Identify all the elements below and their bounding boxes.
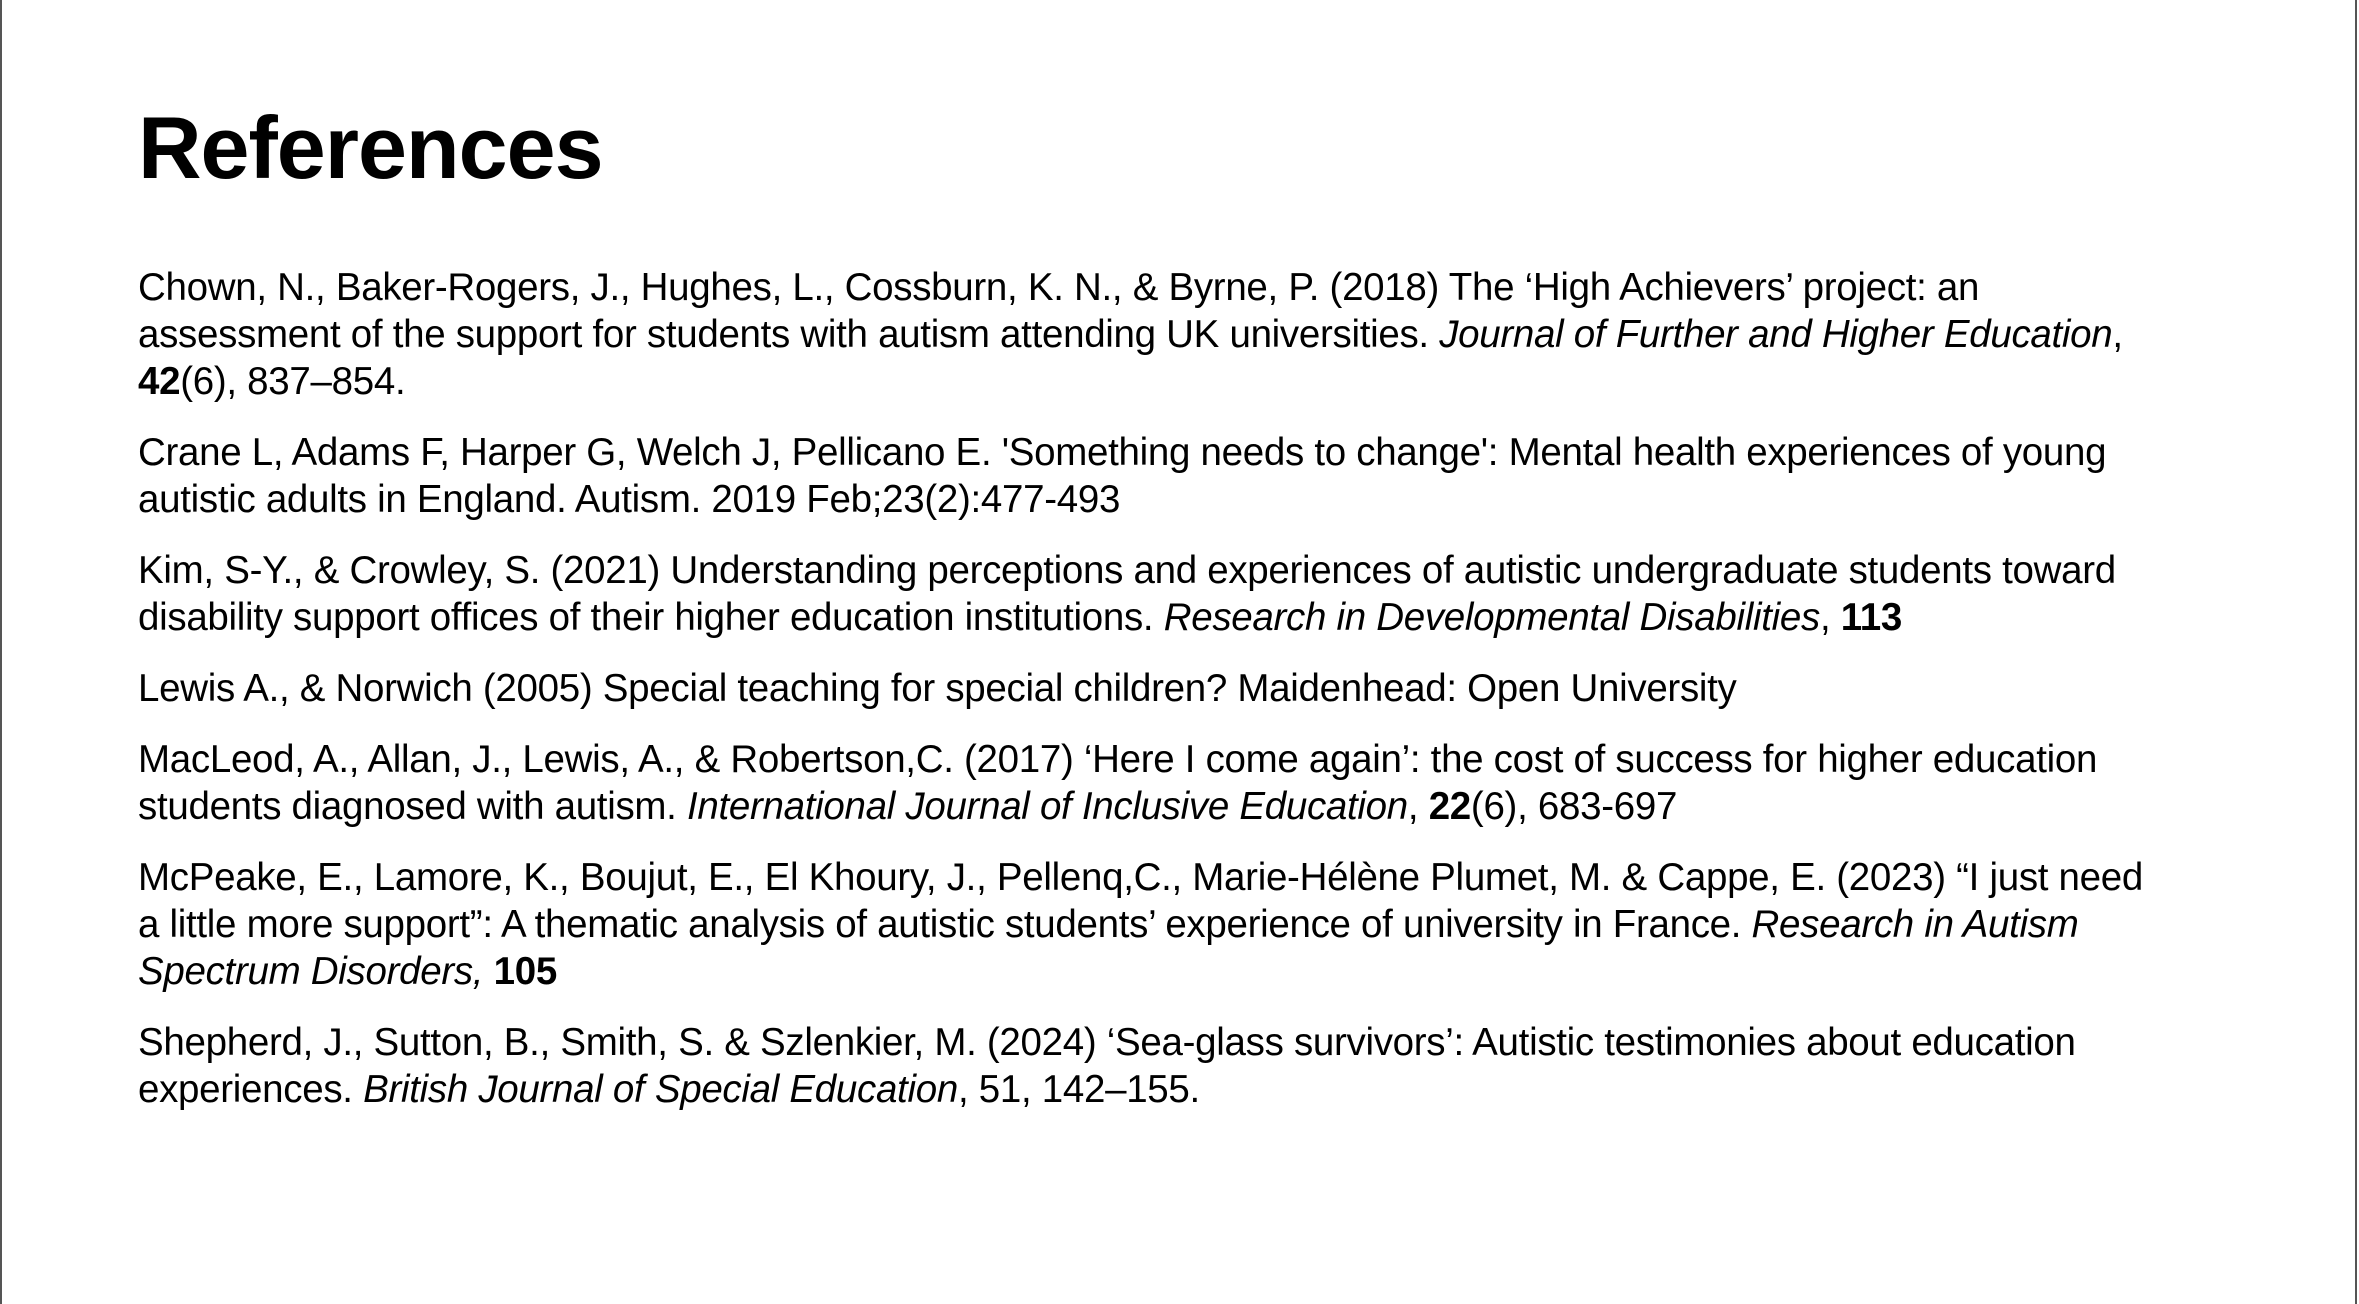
reference-journal: Journal of Further and Higher Education — [1439, 313, 2113, 356]
reference-item — [138, 665, 2158, 712]
reference-text: Kim, S-Y., & Crowley, S. (2021) Understanding perceptions and experiences of autistic undergraduate students toward disability support offices of their higher education institutions. — [138, 549, 2116, 639]
reference-volume: 22 — [1428, 785, 1471, 828]
reference-journal: British Journal of Special Education — [363, 1068, 958, 1111]
reference-text: MacLeod, A., Allan, J., Lewis, A., & Robertson,C. (2017) ‘Here I come again’: the cost of success for higher education students diagnosed with autism. — [138, 738, 2098, 828]
reference-text: Lewis A., & Norwich (2005) Special teaching for special children? Maidenhead: Open University — [138, 667, 1737, 710]
reference-item — [138, 854, 2158, 995]
reference-text: Shepherd, J., Sutton, B., Smith, S. & Szlenkier, M. (2024) ‘Sea-glass survivors’: Autistic testimonies about education experiences. — [138, 1021, 2076, 1111]
reference-volume: 113 — [1840, 596, 1902, 639]
reference-item — [138, 429, 2158, 523]
reference-journal: International Journal of Inclusive Education — [686, 785, 1408, 828]
page-title: References — [138, 98, 603, 197]
reference-tail: , 51, 142–155. — [957, 1068, 1200, 1111]
reference-text: Chown, N., Baker-Rogers, J., Hughes, L., Cossburn, K. N., & Byrne, P. (2018) The ‘High Achievers’ project: an assessment of the support for students with autism attending UK universities. — [138, 266, 1980, 356]
reference-tail: (6), 837–854. — [180, 360, 406, 403]
reference-separator — [483, 950, 493, 993]
reference-item — [138, 736, 2158, 830]
reference-separator: , — [1407, 785, 1429, 828]
reference-item — [138, 264, 2158, 405]
reference-separator: , — [1819, 596, 1841, 639]
reference-text: McPeake, E., Lamore, K., Boujut, E., El Khoury, J., Pellenq,C., Marie-Hélène Plumet, M. & Cappe, E. (2023) “I just need a little more support”: A thematic analysis of autistic students’ experience of university in France. — [138, 856, 2144, 946]
reference-volume: 105 — [493, 950, 557, 993]
reference-volume: 42 — [138, 360, 181, 403]
reference-separator: , — [2112, 313, 2123, 356]
reference-item — [138, 1019, 2158, 1113]
reference-item — [138, 547, 2158, 641]
reference-journal: Research in Autism Spectrum Disorders, — [138, 903, 2079, 993]
reference-text: Crane L, Adams F, Harper G, Welch J, Pellicano E. 'Something needs to change': Mental health experiences of young autistic adults in England. Autism. 2019 Feb;23(2):477-493 — [138, 431, 2107, 521]
reference-list — [138, 264, 2158, 1137]
reference-journal: Research in Developmental Disabilities — [1163, 596, 1820, 639]
reference-tail: (6), 683-697 — [1470, 785, 1678, 828]
